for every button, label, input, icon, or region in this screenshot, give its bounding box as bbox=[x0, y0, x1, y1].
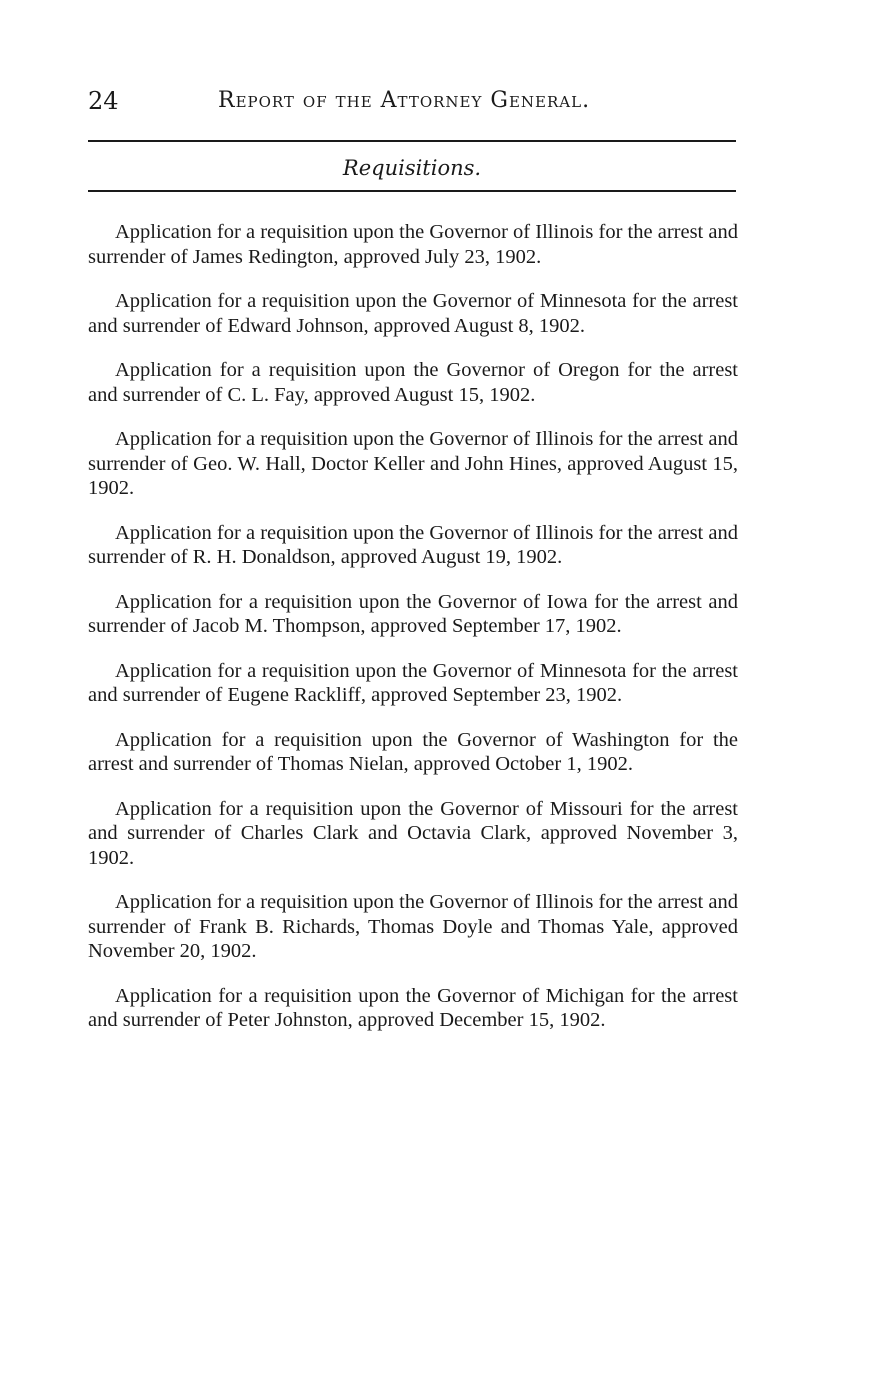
requisition-list bbox=[88, 220, 738, 1053]
header-rule-top bbox=[88, 140, 736, 142]
requisition-entry: Application for a requisition upon the Governor of Iowa for the arrest and surrender of Jacob M. Thompson, approved September 17, 1902. bbox=[88, 590, 738, 637]
page-number: 24 bbox=[88, 87, 119, 115]
requisition-entry: Application for a requisition upon the Governor of Illinois for the arrest and surrender of Geo. W. Hall, Doctor Keller and John Hines, approved August 15, 1902. bbox=[88, 428, 738, 499]
requisition-entry: Application for a requisition upon the Governor of Illinois for the arrest and surrender of Frank B. Richards, Thomas Doyle and Thomas Yale, approved November 20, 1902. bbox=[88, 891, 738, 962]
section-title: Requisitions. bbox=[342, 156, 482, 180]
page-header bbox=[88, 86, 736, 118]
requisition-entry: Application for a requisition upon the Governor of Minnesota for the arrest and surrender of Edward Johnson, approved August 8, 1902. bbox=[88, 290, 738, 337]
requisition-entry: Application for a requisition upon the Governor of Washington for the arrest and surrender of Thomas Nielan, approved October 1, 1902. bbox=[88, 728, 738, 775]
requisition-entry: Application for a requisition upon the Governor of Oregon for the arrest and surrender of C. L. Fay, approved August 15, 1902. bbox=[88, 359, 738, 406]
running-head: Report of the Attorney General. bbox=[218, 88, 591, 113]
requisition-entry: Application for a requisition upon the Governor of Michigan for the arrest and surrender of Peter Johnston, approved December 15, 1902. bbox=[88, 984, 738, 1031]
requisition-entry: Application for a requisition upon the Governor of Illinois for the arrest and surrender of R. H. Donaldson, approved August 19, 1902. bbox=[88, 521, 738, 568]
header-rule-bottom bbox=[88, 190, 736, 192]
requisition-entry: Application for a requisition upon the Governor of Illinois for the arrest and surrender of James Redington, approved July 23, 1902. bbox=[88, 221, 738, 268]
requisition-entry: Application for a requisition upon the Governor of Minnesota for the arrest and surrender of Eugene Rackliff, approved September 23, 1902. bbox=[88, 659, 738, 706]
requisition-entry: Application for a requisition upon the Governor of Missouri for the arrest and surrender of Charles Clark and Octavia Clark, approved November 3, 1902. bbox=[88, 797, 738, 869]
